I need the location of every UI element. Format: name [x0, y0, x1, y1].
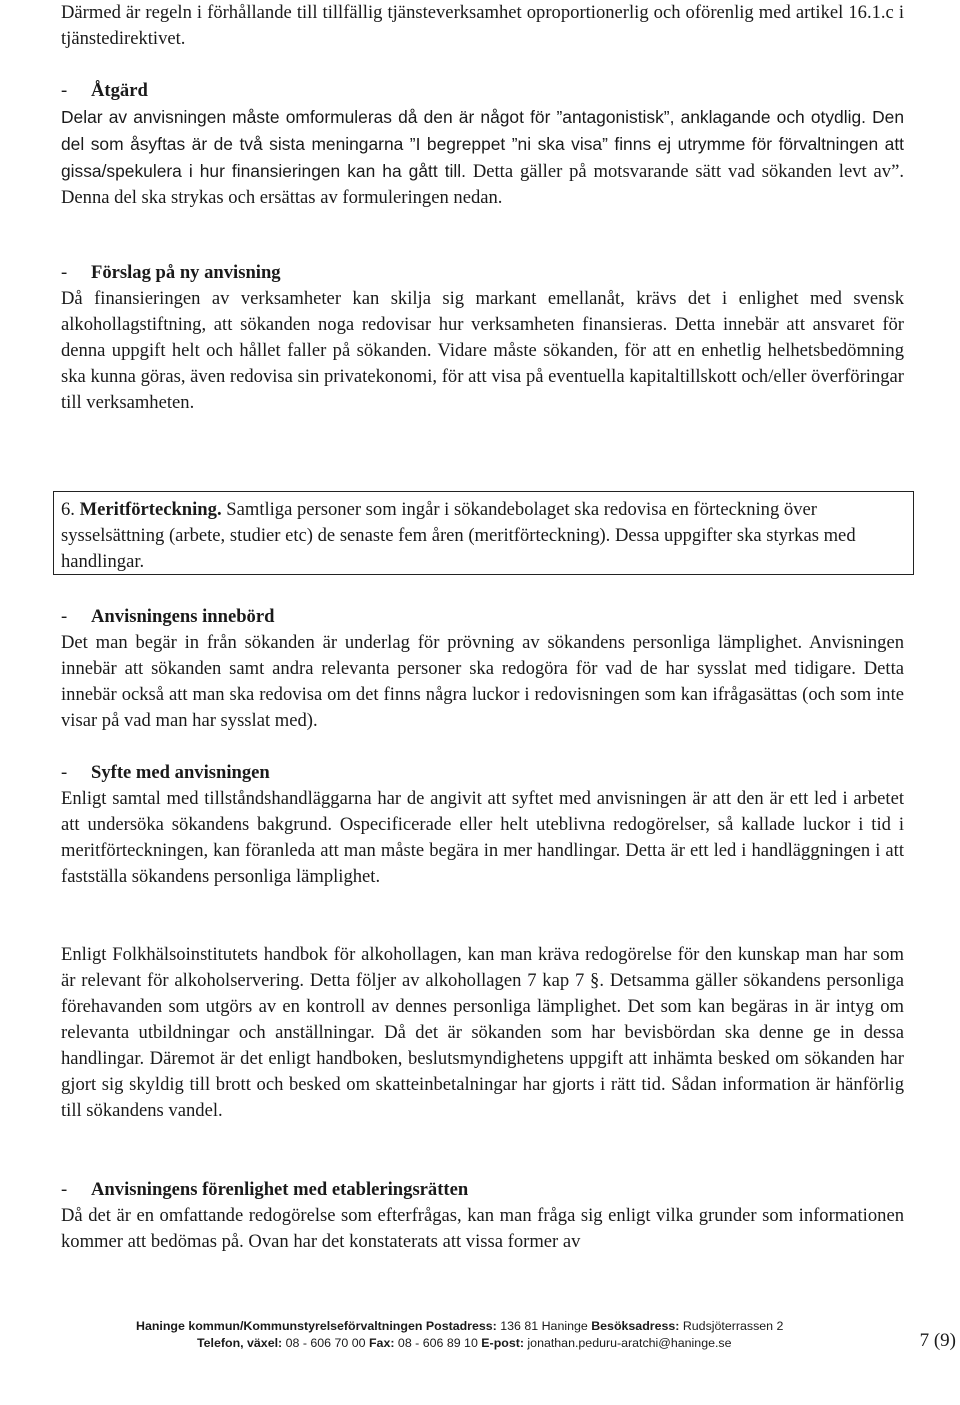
heading-forslag: - Förslag på ny anvisning	[61, 262, 281, 283]
page-number: 7 (9)	[919, 1330, 956, 1351]
heading-forenlighet: - Anvisningens förenlighet med etableringsrätten	[61, 1179, 469, 1200]
intro-paragraph: Därmed är regeln i förhållande till tillfällig tjänsteverksamhet oproportionerlig och oförenlig med artikel 16.1.c i tjänstedirektivet.	[61, 2, 904, 49]
heading-syfte: - Syfte med anvisningen	[61, 762, 270, 783]
meritforteckning-title: Meritförteckning.	[79, 499, 222, 520]
forslag-paragraph: Då finansieringen av verksamheter kan skilja sig markant emellanåt, krävs det i enlighet med svensk alkohollagstiftning, att sökanden noga redovisar hur verksamheten finansieras. Detta innebär att ansvaret för denna uppgift helt och hållet faller på sökanden. Vidare måste sökanden, för att en enhetlig helhetsbedömning ska kunna göras, även redovisa sin privatekonomi, för att visa på eventuella kapitaltillskott och/eller överföringar till verksamheten.	[61, 288, 904, 413]
forenlighet-paragraph: Då det är en omfattande redogörelse som efterfrågas, kan man fråga sig enligt vilka grunder som informationen kommer att bedömas på. Ovan har det konstaterats att vissa former av	[61, 1205, 904, 1252]
footer-line-2: Telefon, växel: 08 - 606 70 00 Fax: 08 - 606 89 10 E-post: jonathan.peduru-aratchi@haninge.se	[197, 1336, 732, 1350]
syfte-paragraph-1: Enligt samtal med tillståndshandläggarna har de angivit att syftet med anvisningen är att den är ett led i arbetet att undersöka sökandens bakgrund. Ospecificerade eller helt uteblivna redogörelser, så kallade luckor i tid i meritförteckningen, kan föranleda att man måste begära in mer handlingar. Detta är ett led i handläggningen i att fastställa sökandens personliga lämplighet.	[61, 788, 904, 887]
meritforteckning-text: 6. Meritförteckning. Samtliga personer som ingår i sökandebolaget ska redovisa en förteckning över sysselsättning (arbete, studier etc) de senaste fem åren (meritförteckning). Dessa uppgifter ska styrkas med handlingar.	[61, 499, 856, 572]
heading-atgard: - Åtgärd	[61, 80, 148, 101]
innebord-paragraph: Det man begär in från sökanden är underlag för prövning av sökandens personliga lämplighet. Anvisningen innebär att sökanden samt andra relevanta personer ska redogöra för vad de har sysslat med tidigare. Detta innebär också att man ska redovisa om det finns några luckor i redovisningen som kan ifrågasättas (och som inte visar på vad man har sysslat med).	[61, 632, 904, 731]
atgard-paragraph: Delar av anvisningen måste omformuleras då den är något för ”antagonistisk”, anklagande och otydlig. Den del som åsyftas är de två sista meningarna ”I begreppet ”ni ska visa” finns ej utrymme för förvaltningen att gissa/spekulera i hur finansieringen kan ha gått till. Detta gäller på motsvarande sätt vad sökanden levt av”. Denna del ska strykas och ersättas av formuleringen nedan.	[61, 107, 904, 208]
footer-email-link[interactable]: jonathan.peduru-aratchi@haninge.se	[527, 1336, 732, 1350]
meritforteckning-box	[53, 491, 914, 575]
syfte-paragraph-2: Enligt Folkhälsoinstitutets handbok för alkohollagen, kan man kräva redogörelse för den kunskap man har som är relevant för alkoholservering. Detta följer av alkohollagen 7 kap 7 §. Detsamma gäller sökandens personliga förehavanden som utgörs av en kontroll av dennes personliga lämplighet. Det som kan begäras in är intyg om relevanta utbildningar och anställningar. Då det är sökanden som har bevisbördan ska denne ge in dessa handlingar. Däremot är det enligt handboken, beslutsmyndighetens uppgift att inhämta besked om sökanden har gjort sig skyldig till brott och besked om skatteinbetalningar har gjorts i rätt tid. Sådan information är hänförlig till sökandens vandel.	[61, 944, 904, 1121]
page-footer	[0, 1318, 960, 1358]
footer-line-1: Haninge kommun/Kommunstyrelseförvaltningen Postadress: 136 81 Haninge Besöksadress: Rudsjöterrassen 2	[136, 1319, 784, 1333]
heading-innebord: - Anvisningens innebörd	[61, 606, 275, 627]
